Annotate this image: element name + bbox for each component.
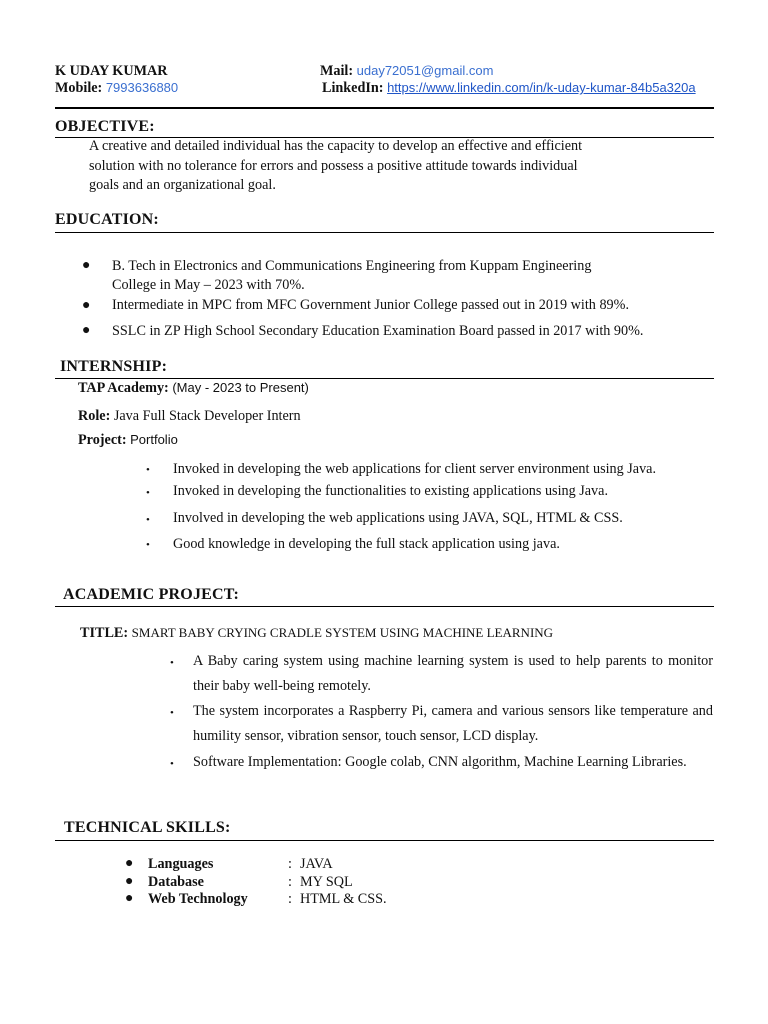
internship-item: Involved in developing the web applications using JAVA, SQL, HTML & CSS. [173,510,623,526]
objective-line: goals and an organizational goal. [89,177,276,193]
internship-item: Good knowledge in developing the full stack application using java. [173,536,560,552]
bullet-icon: • [146,487,150,499]
header-divider [55,107,714,109]
mail-label: Mail: [320,63,354,79]
bullet-icon: ● [125,856,134,871]
technical-skills-heading: TECHNICAL SKILLS: [64,819,231,836]
skill-separator: : [288,891,292,907]
skill-value: MY SQL [300,874,353,890]
education-rule [55,232,714,233]
education-heading: EDUCATION: [55,211,159,228]
candidate-name: K UDAY KUMAR [55,63,168,79]
bullet-icon: • [146,539,150,551]
bullet-icon: ● [125,891,134,906]
project-value: Portfolio [130,432,178,447]
academic-project-heading: ACADEMIC PROJECT: [63,586,239,603]
academic-project-item: Software Implementation: Google colab, CNN algorithm, Machine Learning Libraries. [193,754,687,770]
skill-value: JAVA [300,856,333,872]
internship-rule [55,378,714,379]
internship-heading: INTERNSHIP: [60,358,168,375]
education-item: Intermediate in MPC from MFC Government Junior College passed out in 2019 with 89%. [112,297,629,313]
linkedin-line [322,80,696,97]
mobile-label: Mobile: [55,80,103,96]
objective-line: solution with no tolerance for errors and possess a positive attitude towards individual [89,158,578,174]
bullet-icon: ● [82,298,91,313]
project-title-value: SMART BABY CRYING CRADLE SYSTEM USING MACHINE LEARNING [131,625,554,640]
skill-label: Database [148,874,204,890]
education-item-continued: College in May – 2023 with 70%. [112,277,305,293]
linkedin-link[interactable]: https://www.linkedin.com/in/k-uday-kumar-84b5a320a [387,80,696,95]
education-item: SSLC in ZP High School Secondary Education Examination Board passed in 2017 with 90%. [112,323,644,339]
role-value: Java Full Stack Developer Intern [113,408,301,424]
internship-item: Invoked in developing the web applications for client server environment using Java. [173,461,657,477]
linkedin-label: LinkedIn: [322,80,384,96]
skill-label: Web Technology [148,891,248,907]
skill-separator: : [288,856,292,872]
skill-label: Languages [148,856,214,872]
internship-project [78,432,178,449]
mobile-line [55,80,178,97]
bullet-icon: • [170,657,174,669]
internship-company [78,380,309,397]
internship-item: Invoked in developing the functionalities to existing applications using Java. [173,483,608,499]
bullet-icon: • [170,758,174,770]
objective-heading: OBJECTIVE: [55,118,155,135]
bullet-icon: • [146,514,150,526]
mail-link[interactable]: uday72051@gmail.com [356,63,494,78]
education-item: B. Tech in Electronics and Communications Engineering from Kuppam Engineering [112,258,592,274]
skill-separator: : [288,874,292,890]
role-label: Role: [78,408,111,424]
technical-skills-rule [55,840,714,841]
project-label: Project: [78,432,127,448]
objective-line: A creative and detailed individual has the capacity to develop an effective and efficient [89,138,583,154]
internship-role [78,408,301,425]
company-label: TAP Academy: [78,380,169,396]
bullet-icon: • [146,464,150,476]
company-period: (May - 2023 to Present) [172,380,309,395]
academic-project-item: The system incorporates a Raspberry Pi, camera and various sensors like temperature and humility sensor, vibration sensor, touch sensor, LCD display. [193,703,713,744]
project-title-label: TITLE: [80,625,129,641]
bullet-icon: ● [125,874,134,889]
bullet-icon: ● [82,323,91,338]
academic-project-item: A Baby caring system using machine learning system is used to help parents to monitor their baby well-being remotely. [193,653,713,694]
project-title [80,625,553,642]
mail-line [320,63,493,80]
academic-project-rule [55,606,714,607]
mobile-number: 7993636880 [105,80,179,95]
bullet-icon: • [170,707,174,719]
skill-value: HTML & CSS. [300,891,387,907]
bullet-icon: ● [82,258,91,273]
